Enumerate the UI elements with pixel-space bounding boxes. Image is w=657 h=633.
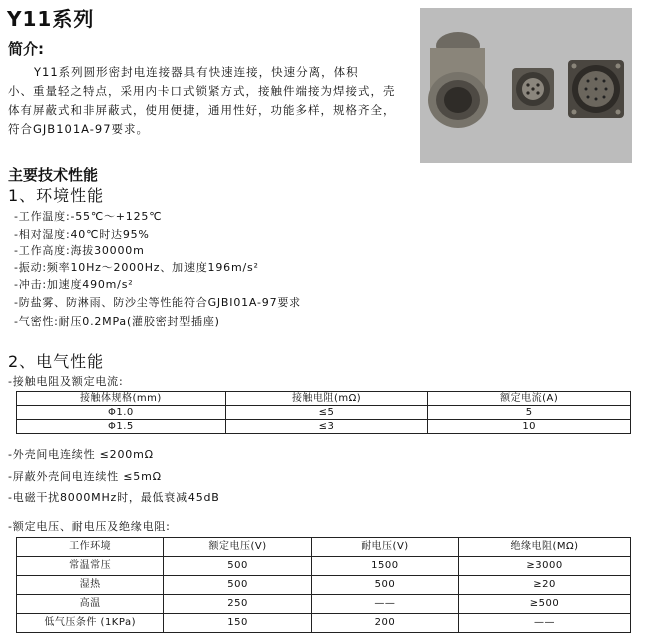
spec-item: -外壳间电连续性 ≤200mΩ: [8, 448, 154, 461]
spec-item: -屏蔽外壳间电连续性 ≤5mΩ: [8, 470, 162, 483]
table-row: [17, 595, 631, 614]
table-cell: 湿热: [17, 576, 164, 595]
connector-photo-image: [420, 8, 632, 163]
table-header-cell: 工作环境: [17, 538, 164, 557]
table-cell: 高温: [17, 595, 164, 614]
table-cell: 500: [164, 557, 311, 576]
table-header-cell: 接触体规格(mm): [17, 392, 226, 406]
table-header-cell: 额定电流(A): [428, 392, 631, 406]
spec-item: -电磁干扰8000MHz时，最低衰减45dB: [8, 491, 220, 504]
table-cell: 低气压条件 (1KPa): [17, 614, 164, 633]
table-cell: 200: [311, 614, 458, 633]
table-cell: 常温常压: [17, 557, 164, 576]
table-row: [17, 406, 631, 420]
intro-line: 符合GJB101A-97要求。: [8, 122, 150, 136]
intro-line: Y11系列圆形密封电连接器具有快速连接，快速分离，体积: [34, 65, 359, 79]
table-row: [17, 420, 631, 434]
spec-item: -工作温度:-55℃～+125℃: [14, 210, 163, 223]
intro-line: 体有屏蔽式和非屏蔽式，使用便捷，通用性好，功能多样，规格齐全，: [8, 103, 396, 117]
table-cell: ≤3: [225, 420, 428, 434]
main-performance-heading: 主要技术性能: [8, 166, 99, 184]
spec-item: -振动:频率10Hz～2000Hz、加速度196m/s²: [14, 261, 259, 274]
table-header-row: [17, 538, 631, 557]
voltage-table-label: -额定电压、耐电压及绝缘电阻:: [8, 520, 171, 533]
table-cell: 500: [164, 576, 311, 595]
table-header-row: [17, 392, 631, 406]
table-header-cell: 接触电阻(mΩ): [225, 392, 428, 406]
table-row: [17, 557, 631, 576]
spec-item: -相对湿度:40℃时达95%: [14, 228, 150, 241]
contact-resistance-table: [16, 391, 631, 434]
table-header-cell: 额定电压(V): [164, 538, 311, 557]
spec-item: -气密性:耐压0.2MPa(灌胶密封型插座): [14, 315, 220, 328]
table-cell: 5: [428, 406, 631, 420]
page-title: Y11系列: [7, 7, 95, 31]
spec-item: -冲击:加速度490m/s²: [14, 278, 134, 291]
table-header-cell: 绝缘电阻(MΩ): [459, 538, 631, 557]
electrical-heading: 2、电气性能: [8, 352, 105, 371]
table-cell: ≥500: [459, 595, 631, 614]
intro-line: 小、重量轻之特点，采用内卡口式锁紧方式，接触件端接为焊接式，壳: [8, 84, 396, 98]
connector-product-photo: [420, 8, 632, 163]
table-cell: ≥3000: [459, 557, 631, 576]
spec-item: -工作高度:海拔30000m: [14, 244, 145, 257]
table-header-cell: 耐电压(V): [311, 538, 458, 557]
table-cell: ≤5: [225, 406, 428, 420]
table-cell: ≥20: [459, 576, 631, 595]
environment-heading: 1、环境性能: [8, 186, 105, 205]
contact-resistance-label: -接触电阻及额定电流:: [8, 375, 124, 388]
table-cell: ——: [459, 614, 631, 633]
table-cell: 1500: [311, 557, 458, 576]
table-cell: 10: [428, 420, 631, 434]
table-row: [17, 614, 631, 633]
table-cell: Φ1.0: [17, 406, 226, 420]
spec-item: -防盐雾、防淋雨、防沙尘等性能符合GJBI01A-97要求: [14, 296, 301, 309]
table-cell: Φ1.5: [17, 420, 226, 434]
table-cell: 500: [311, 576, 458, 595]
voltage-insulation-table: [16, 537, 631, 633]
intro-heading: 简介:: [8, 40, 44, 58]
table-cell: ——: [311, 595, 458, 614]
table-cell: 150: [164, 614, 311, 633]
table-row: [17, 576, 631, 595]
table-cell: 250: [164, 595, 311, 614]
